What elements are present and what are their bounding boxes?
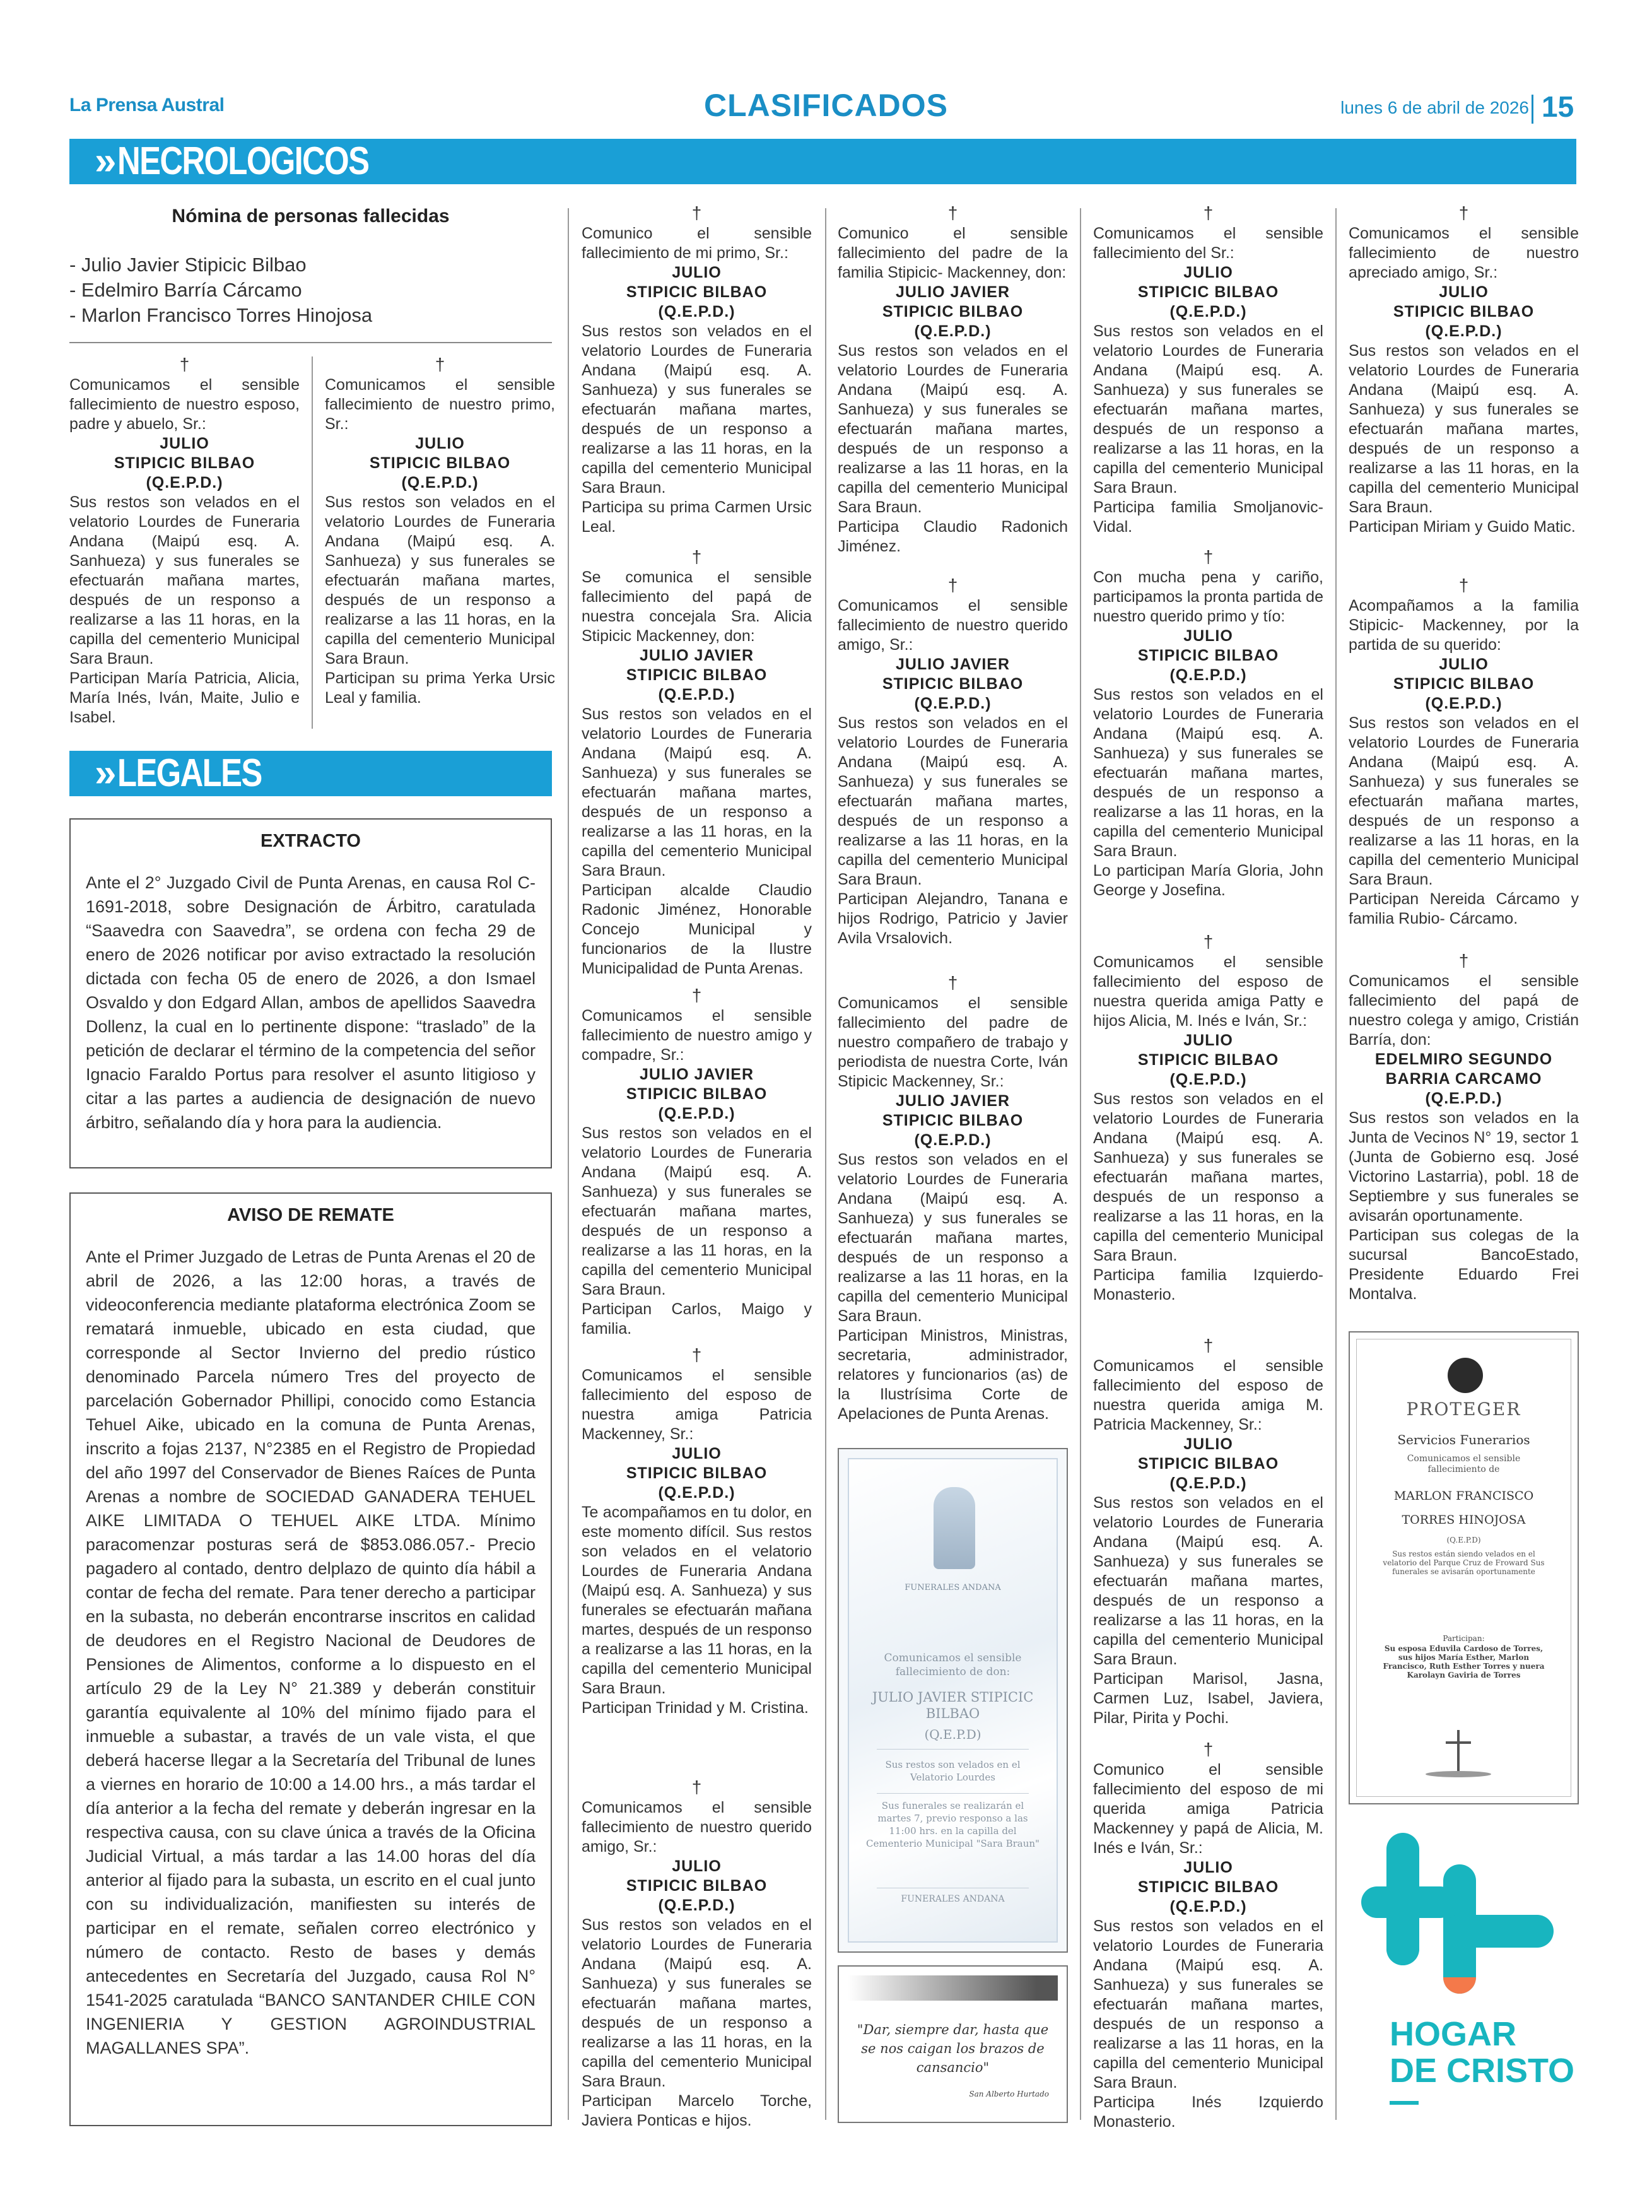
cross-icon: †: [691, 1777, 702, 1797]
column-divider: [825, 208, 826, 2120]
deceased-name: JULIO JAVIER: [639, 647, 754, 664]
deceased-name: (Q.E.P.D.): [658, 1484, 735, 1502]
column-divider: [1335, 208, 1337, 2120]
deceased-name: STIPICIC BILBAO: [882, 675, 1024, 693]
notice-body: Sus restos son velados en el velatorio Lourdes de Funeraria Andana (Maipú esq. A. Sanhueza) y sus funerales se efectuarán mañana martes, después de un responso a realizarse a las 11 horas, en la capilla del cementerio Municipal Sara Braun.: [1349, 714, 1579, 888]
proteger-qepd: (Q.E.P.D): [1446, 1536, 1481, 1544]
extracto-box: [69, 818, 552, 1168]
notice-closing: Participan Trinidad y M. Cristina.: [582, 1699, 809, 1717]
deceased-name: STIPICIC BILBAO: [626, 283, 768, 301]
dove-icon: [1448, 1358, 1483, 1393]
notice-closing: Participan María Patricia, Alicia, María Inés, Iván, Maite, Julio e Isabel.: [69, 669, 300, 726]
nomina-title: Nómina de personas fallecidas: [172, 206, 450, 226]
notice-intro: Comunico el sensible fallecimiento de mi primo, Sr.:: [582, 225, 812, 262]
notice-body: Sus restos son velados en el velatorio Lourdes de Funeraria Andana (Maipú esq. A. Sanhueza) y sus funerales se efectuarán mañana martes, después de un responso a realizarse a las 11 horas, en la capilla del cementerio Municipal Sara Braun.: [838, 1151, 1068, 1325]
notice-intro: Con mucha pena y cariño, participamos la pronta partida de nuestro querido primo y tío:: [1093, 568, 1323, 625]
cross-icon: †: [1203, 932, 1214, 951]
notice-body: Sus restos son velados en el velatorio Lourdes de Funeraria Andana (Maipú esq. A. Sanhueza) y sus funerales se efectuarán mañana martes, después de un responso a realizarse a las 11 horas, en la capilla del cementerio Municipal Sara Braun.: [1093, 1494, 1323, 1668]
deceased-name: STIPICIC BILBAO: [626, 1877, 768, 1895]
page-number: 15: [1542, 90, 1574, 123]
remate-title: AVISO DE REMATE: [227, 1205, 394, 1225]
notice-intro: Comunicamos el sensible fallecimiento del padre de nuestro compañero de trabajo y periodista de nuestra Corte, Iván Stipicic Mackenney, Sr.:: [838, 994, 1068, 1090]
proteger-body: Sus restos están siendo velados en el velatorio del Parque Cruz de Froward Sus funerales se avisarán oportunamente: [1383, 1550, 1545, 1576]
death-notice: [582, 1779, 812, 2131]
legales-banner: [69, 751, 552, 796]
notice-closing: Participan Marisol, Jasna, Carmen Luz, Isabel, Javiera, Pilar, Pirita y Pochi.: [1093, 1670, 1323, 1727]
andana-line1: Sus restos son velados en el Velatorio Lourdes: [885, 1759, 1021, 1783]
proteger-funeral-card: [1349, 1331, 1579, 1804]
notice-intro: Comunicamos el sensible fallecimiento del esposo de nuestra querida amiga Patty e hijos Alicia, M. Inés e Iván, Sr.:: [1093, 953, 1323, 1030]
divider: [877, 1749, 1029, 1750]
cross-icon: †: [1203, 1739, 1214, 1759]
cross-icon: †: [691, 203, 702, 223]
andana-name: JULIO JAVIER STIPICIC BILBAO: [872, 1690, 1034, 1721]
deceased-name: (Q.E.P.D.): [1425, 322, 1503, 340]
notice-closing: Participan Ministros, Ministras, secretaria, administrador, relatores y funcionarios (as) de la Ilustrísima Corte de Apelaciones de Punta Arenas.: [838, 1327, 1068, 1423]
hogar-de-cristo-ad: [1349, 1827, 1579, 2123]
proteger-name-2: TORRES HINOJOSA: [1402, 1513, 1526, 1527]
cross-icon: †: [947, 575, 958, 595]
andana-footer: FUNERALES ANDANA: [901, 1894, 1005, 1904]
divider: [69, 342, 552, 343]
death-notice: [1093, 1741, 1323, 2132]
deceased-name: JULIO: [672, 1445, 722, 1462]
chevron-icon: »: [95, 751, 109, 795]
hogar-line-1: HOGAR: [1390, 2015, 1516, 2053]
extracto-body: Ante el 2° Juzgado Civil de Punta Arenas, en causa Rol C-1691-2018, sobre Designación de Árbitro, caratulada “Saavedra con Saavedra”, se ordena con fecha 29 de enero de 2026 notificar por aviso extractado la resolución dictada con fecha 05 de enero de 2026, a don Ismael Osvaldo y don Edgard Allan, ambos de apellidos Saavedra Dollenz, la cual en lo pertinente dispone: “traslado” de la petición de declarar el término de la competencia del señor Ignacio Faraldo Portus para resolver el asunto litigioso y citar a las partes a audiencia de designación de nuevo árbitro, señalando día y hora para la audiencia.: [86, 873, 536, 1132]
notice-closing: Participa familia Izquierdo-Monasterio.: [1093, 1266, 1323, 1303]
deceased-name: JULIO: [1183, 627, 1233, 645]
deceased-name: (Q.E.P.D.): [914, 322, 992, 340]
notice-intro: Comunico el sensible fallecimiento del esposo de mi querida amiga Patricia Mackenney y papá de Alicia, M. Inés e Iván, Sr.:: [1093, 1761, 1323, 1857]
deceased-name: JULIO: [415, 435, 465, 452]
deceased-name: EDELMIRO SEGUNDO: [1374, 1050, 1553, 1068]
notice-closing: Participan su prima Yerka Ursic Leal y familia.: [325, 669, 555, 707]
deceased-name: STIPICIC BILBAO: [1137, 1051, 1279, 1069]
notice-intro: Acompañamos a la familia Stipicic- Mackenney, por la partida de su querido:: [1349, 597, 1579, 654]
cross-icon: †: [1458, 203, 1469, 223]
chevron-icon: »: [95, 139, 109, 183]
list-item: - Edelmiro Barría Cárcamo: [69, 279, 302, 301]
brush-stroke: [848, 1975, 1058, 2001]
issue-date: lunes 6 de abril de 2026: [1340, 98, 1529, 117]
cross-icon: †: [691, 1345, 702, 1365]
section-title: CLASIFICADOS: [704, 88, 948, 123]
deceased-name: STIPICIC BILBAO: [626, 666, 768, 684]
list-item: - Julio Javier Stipicic Bilbao: [69, 254, 307, 276]
proteger-participan: Su esposa Eduvila Cardoso de Torres, sus hijos María Esther, Marlon Francisco, Ruth Esther Torres y nuera Karolayn Gaviria de Torres: [1383, 1644, 1545, 1680]
deceased-name: JULIO JAVIER: [895, 283, 1011, 301]
death-notice: [838, 975, 1068, 1424]
deceased-name: STIPICIC BILBAO: [626, 1085, 768, 1103]
deceased-name: JULIO: [1439, 656, 1489, 673]
cross-icon: [1457, 1730, 1460, 1774]
notice-closing: Participan Miriam y Guido Matic.: [1349, 518, 1576, 536]
deceased-name: JULIO JAVIER: [895, 656, 1011, 673]
proteger-intro: Comunicamos el sensible fallecimiento de: [1407, 1454, 1521, 1474]
deceased-name: JULIO: [1183, 1032, 1233, 1049]
notice-intro: Comunicamos el sensible fallecimiento de nuestro esposo, padre y abuelo, Sr.:: [69, 376, 300, 433]
death-notice: [1093, 934, 1323, 1305]
proteger-subtitle: Servicios Funerarios: [1397, 1432, 1530, 1447]
notice-body: Sus restos son velados en el velatorio Lourdes de Funeraria Andana (Maipú esq. A. Sanhueza) y sus funerales se efectuarán mañana martes, después de un responso a realizarse a las 11 horas, en la capilla del cementerio Municipal Sara Braun.: [838, 714, 1068, 888]
quote-text: "Dar, siempre dar, hasta que se nos caigan los brazos de cansancio": [857, 2022, 1049, 2075]
deceased-name: (Q.E.P.D.): [1169, 1071, 1247, 1088]
notice-closing: Participan Nereida Cárcamo y familia Rubio- Cárcamo.: [1349, 890, 1579, 927]
deceased-name: STIPICIC BILBAO: [1137, 1455, 1279, 1473]
column-divider: [312, 356, 313, 729]
hogar-de-cristo-logo-icon: [1349, 1827, 1579, 2016]
extracto-title: EXTRACTO: [261, 831, 361, 851]
death-notice: [1349, 953, 1579, 1304]
death-notice: [582, 987, 812, 1339]
death-notice: [838, 577, 1068, 948]
deceased-name: STIPICIC BILBAO: [1393, 303, 1535, 321]
notice-body: Sus restos son velados en el velatorio Lourdes de Funeraria Andana (Maipú esq. A. Sanhueza) y sus funerales se efectuarán mañana martes, después de un responso a realizarse a las 11 horas, en la capilla del cementerio Municipal Sara Braun.: [582, 322, 812, 497]
header-divider: [1532, 95, 1533, 124]
notice-closing: Participa Claudio Radonich Jiménez.: [838, 518, 1068, 555]
deceased-name: JULIO: [1183, 264, 1233, 281]
notice-body: Sus restos son velados en el velatorio Lourdes de Funeraria Andana (Maipú esq. A. Sanhueza) y sus funerales se efectuarán mañana martes, después de un responso a realizarse a las 11 horas, en la capilla del cementerio Municipal Sara Braun.: [838, 342, 1068, 516]
necrologicos-title: NECROLOGICOS: [117, 139, 369, 183]
notice-body: Sus restos son velados en el velatorio Lourdes de Funeraria Andana (Maipú esq. A. Sanhueza) y sus funerales se efectuarán mañana martes, después de un responso a realizarse a las 11 horas, en la capilla del cementerio Municipal Sara Braun.: [325, 493, 555, 668]
notice-body: Sus restos son velados en el velatorio Lourdes de Funeraria Andana (Maipú esq. A. Sanhueza) y sus funerales se efectuarán mañana martes, después de un responso a realizarse a las 11 horas, en la capilla del cementerio Municipal Sara Braun.: [1093, 1917, 1323, 2091]
notice-closing: Participa su prima Carmen Ursic Leal.: [582, 498, 812, 536]
nomina-list: [69, 252, 552, 328]
andana-intro: Comunicamos el sensible fallecimiento de don:: [884, 1652, 1022, 1678]
proteger-name-1: MARLON FRANCISCO: [1393, 1489, 1534, 1503]
deceased-name: (Q.E.P.D.): [1169, 1898, 1247, 1915]
notice-closing: Participa familia Smoljanovic- Vidal.: [1093, 498, 1323, 536]
cross-icon: †: [691, 985, 702, 1005]
quote-card: [838, 1965, 1068, 2123]
deceased-name: (Q.E.P.D.): [658, 303, 735, 321]
leaves-icon: [1426, 1771, 1491, 1777]
quote-author: San Alberto Hurtado: [969, 2090, 1049, 2098]
deceased-name: STIPICIC BILBAO: [626, 1464, 768, 1482]
notice-closing: Participan Carlos, Maigo y familia.: [582, 1300, 812, 1338]
notice-body: Sus restos son velados en el velatorio Lourdes de Funeraria Andana (Maipú esq. A. Sanhueza) y sus funerales se efectuarán mañana martes, después de un responso a realizarse a las 11 horas, en la capilla del cementerio Municipal Sara Braun.: [1093, 1090, 1323, 1264]
cross-icon: †: [947, 203, 958, 223]
deceased-name: (Q.E.P.D.): [914, 1131, 992, 1149]
notice-intro: Comunicamos el sensible fallecimiento de nuestro querido amigo, Sr.:: [582, 1799, 812, 1856]
death-notice: [1349, 577, 1579, 929]
column-divider: [1080, 208, 1081, 2120]
deceased-name: STIPICIC BILBAO: [1137, 283, 1279, 301]
cross-icon: †: [691, 547, 702, 567]
deceased-name: (Q.E.P.D.): [1169, 1474, 1247, 1492]
cross-icon: †: [1203, 547, 1214, 567]
notice-body: Sus restos son velados en el velatorio Lourdes de Funeraria Andana (Maipú esq. A. Sanhueza) y sus funerales se efectuarán mañana martes, después de un responso a realizarse a las 11 horas, en la capilla del cementerio Municipal Sara Braun.: [582, 1916, 812, 2090]
deceased-name: (Q.E.P.D.): [1169, 666, 1247, 684]
andana-line2: Sus funerales se realizarán el martes 7, previo responso a las 11:00 hrs. en la capilla del Cementerio Municipal "Sara Braun": [866, 1800, 1040, 1849]
deceased-name: JULIO: [1439, 283, 1489, 301]
hogar-underline: [1390, 2101, 1419, 2105]
deceased-name: STIPICIC BILBAO: [1137, 647, 1279, 664]
notice-closing: Participa Inés Izquierdo Monasterio.: [1093, 2093, 1323, 2131]
deceased-name: (Q.E.P.D.): [1169, 303, 1247, 321]
cross-icon-bar: [1446, 1741, 1471, 1744]
deceased-name: (Q.E.P.D.): [658, 1105, 735, 1122]
notice-body: Sus restos son velados en el velatorio Lourdes de Funeraria Andana (Maipú esq. A. Sanhueza) y sus funerales se efectuarán mañana martes, después de un responso a realizarse a las 11 horas, en la capilla del cementerio Municipal Sara Braun.: [69, 493, 300, 668]
deceased-name: STIPICIC BILBAO: [1137, 1878, 1279, 1896]
cross-icon: †: [947, 973, 958, 992]
notice-body: Sus restos son velados en el velatorio Lourdes de Funeraria Andana (Maipú esq. A. Sanhueza) y sus funerales se efectuarán mañana martes, después de un responso a realizarse a las 11 horas, en la capilla del cementerio Municipal Sara Braun.: [582, 1124, 812, 1298]
death-notice: [325, 356, 555, 708]
deceased-name: (Q.E.P.D.): [401, 474, 479, 491]
deceased-name: JULIO: [672, 1857, 722, 1875]
deceased-name: JULIO JAVIER: [895, 1092, 1011, 1110]
death-notice: [582, 1347, 812, 1718]
deceased-name: STIPICIC BILBAO: [114, 454, 255, 472]
remate-box: [69, 1192, 552, 2126]
hogar-line-2: DE CRISTO: [1390, 2052, 1575, 2090]
list-item: - Marlon Francisco Torres Hinojosa: [69, 304, 373, 326]
cross-icon: †: [1458, 951, 1469, 970]
deceased-name: (Q.E.P.D.): [658, 686, 735, 703]
proteger-brand: PROTEGER: [1406, 1399, 1521, 1420]
deceased-name: (Q.E.P.D.): [1425, 695, 1503, 712]
notice-intro: Comunicamos el sensible fallecimiento del Sr.:: [1093, 225, 1323, 262]
andana-logo: FUNERALES ANDANA: [905, 1583, 1001, 1592]
notice-body: Sus restos son velados en el velatorio Lourdes de Funeraria Andana (Maipú esq. A. Sanhueza) y sus funerales se efectuarán mañana martes, después de un responso a realizarse a las 11 horas, en la capilla del cementerio Municipal Sara Braun.: [1093, 686, 1323, 860]
notice-body: Sus restos son velados en el velatorio Lourdes de Funeraria Andana (Maipú esq. A. Sanhueza) y sus funerales se efectuarán mañana martes, después de un responso a realizarse a las 11 horas, en la capilla del cementerio Municipal Sara Braun.: [1093, 322, 1323, 497]
notice-intro: Comunicamos el sensible fallecimiento de nuestro apreciado amigo, Sr.:: [1349, 225, 1579, 281]
notice-body: Te acompañamos en tu dolor, en este momento difícil. Sus restos son velados en el velatorio Lourdes de Funeraria Andana (Maipú esq. A. Sanhueza) y sus funerales se efectuarán mañana martes, después de un responso a realizarse a las 11 horas, en la capilla del cementerio Municipal Sara Braun.: [582, 1503, 812, 1697]
deceased-name: STIPICIC BILBAO: [1393, 675, 1535, 693]
notice-closing: Participan alcalde Claudio Radonic Jiménez, Honorable Concejo Municipal y funcionarios de la Ilustre Municipalidad de Punta Arenas.: [582, 881, 812, 977]
notice-body: Sus restos son velados en el velatorio Lourdes de Funeraria Andana (Maipú esq. A. Sanhueza) y sus funerales se efectuarán mañana martes, después de un responso a realizarse a las 11 horas, en la capilla del cementerio Municipal Sara Braun.: [582, 705, 812, 880]
notice-body: Sus restos son velados en la Junta de Vecinos N° 19, sector 1 (Junta de Gobierno esq. José Victorino Lastarria), pobl. 18 de Septiembre y sus funerales se avisarán oportunamente.: [1349, 1109, 1579, 1225]
notice-intro: Comunicamos el sensible fallecimiento del esposo de nuestra amiga Patricia Mackenney, Sr.:: [582, 1367, 812, 1443]
proteger-participan-label: Participan:: [1443, 1634, 1485, 1643]
cross-icon: †: [435, 355, 445, 374]
death-notice: [582, 549, 812, 979]
andana-qepd: (Q.E.P.D): [924, 1727, 981, 1742]
death-notice: [1093, 205, 1323, 537]
death-notice: [1349, 205, 1579, 537]
deceased-name: STIPICIC BILBAO: [369, 454, 511, 472]
deceased-name: (Q.E.P.D.): [146, 474, 223, 491]
deceased-name: (Q.E.P.D.): [914, 695, 992, 712]
publication-name: La Prensa Austral: [69, 95, 225, 115]
notice-body: Sus restos son velados en el velatorio Lourdes de Funeraria Andana (Maipú esq. A. Sanhueza) y sus funerales se efectuarán mañana martes, después de un responso a realizarse a las 11 horas, en la capilla del cementerio Municipal Sara Braun.: [1349, 342, 1579, 516]
cross-icon: †: [179, 355, 190, 374]
death-notice: [1093, 1338, 1323, 1728]
deceased-name: (Q.E.P.D.): [1425, 1090, 1503, 1107]
deceased-name: BARRIA CARCAMO: [1385, 1070, 1542, 1088]
notice-intro: Comunicamos el sensible fallecimiento del esposo de nuestra querida amiga M. Patricia Mackenney, Sr.:: [1093, 1357, 1323, 1433]
divider: [877, 1793, 1029, 1794]
deceased-name: STIPICIC BILBAO: [882, 1112, 1024, 1129]
notice-intro: Comunicamos el sensible fallecimiento del papá de nuestro colega y amigo, Cristián Barría, don:: [1349, 972, 1579, 1049]
deceased-name: JULIO JAVIER: [639, 1066, 754, 1083]
death-notice: [69, 356, 300, 727]
cross-icon: †: [1203, 1336, 1214, 1355]
notice-intro: Se comunica el sensible fallecimiento del papá de nuestra concejala Sra. Alicia Stipicic Mackenney, don:: [582, 568, 812, 645]
legales-title: LEGALES: [117, 751, 262, 795]
deceased-name: (Q.E.P.D.): [658, 1897, 735, 1914]
andana-funeral-card: [838, 1448, 1068, 1953]
notice-closing: Lo participan María Gloria, John George y Josefina.: [1093, 862, 1323, 899]
deceased-name: JULIO: [672, 264, 722, 281]
deceased-name: JULIO: [160, 435, 209, 452]
death-notice: [582, 205, 812, 537]
notice-closing: Participan sus colegas de la sucursal BancoEstado, Presidente Eduardo Frei Montalva.: [1349, 1227, 1579, 1303]
deceased-name: JULIO: [1183, 1859, 1233, 1876]
virgin-figure-icon: [934, 1487, 975, 1569]
notice-closing: Participan Alejandro, Tanana e hijos Rodrigo, Patricio y Javier Avila Vrsalovich.: [838, 890, 1068, 947]
deceased-name: STIPICIC BILBAO: [882, 303, 1024, 321]
cross-icon: †: [1203, 203, 1214, 223]
necrologicos-banner: [69, 139, 1576, 184]
notice-intro: Comunicamos el sensible fallecimiento de nuestro amigo y compadre, Sr.:: [582, 1007, 812, 1064]
death-notice: [838, 205, 1068, 556]
cross-icon: †: [1458, 575, 1469, 595]
notice-closing: Participan Marcelo Torche, Javiera Ponticas e hijos.: [582, 2092, 812, 2129]
notice-intro: Comunicamos el sensible fallecimiento de nuestro querido amigo, Sr.:: [838, 597, 1068, 654]
deceased-name: JULIO: [1183, 1435, 1233, 1453]
death-notice: [1093, 549, 1323, 900]
remate-body: Ante el Primer Juzgado de Letras de Punta Arenas el 20 de abril de 2026, a las 12:00 horas, a través de videoconferencia mediante plataforma electrónica Zoom se rematará inmueble, ubicado en esta ciudad, que corresponde al Sector Invierno del predio rústico denominado Parcela número Tres del proyecto de parcelación Gobernador Phillipi, conocido como Estancia Tehuel Aike, ubicado en la comuna de Punta Arenas, inscrito a fojas 2137, N°2385 en el Registro de Propiedad del año 1997 del Conservador de Bienes Raíces de Punta Arenas a nombre de SOCIEDAD GANADERA TEHUEL AIKE LIMITADA O TEHUEL AIKE LTDA. Mínimo paracomenzar posturas será de $853.086.057.- Precio pagadero al contado, dentro delplazo de quinto día hábil a contar de fecha del remate. Para tener derecho a participar en la subasta, no deberán encontrarse inscritos en calidad de deudores en el Registro Nacional de Deudores de Pensiones de Alimentos, conforme a lo dispuesto en el artículo 29 de la Ley N° 21.389 y deberán constituir garantía equivalente al 10% del mínimo fijado para el inmueble a subastar, a través de un vale vista, el que deberá hacerse llegar a la Secretaría del Tribunal de lunes a viernes en horario de 10:00 a 14.00 hrs., a más tardar el día anterior a la fecha del remate y deberán ingresar en la respectiva causa, con su clave única a través de la Oficina Judicial Virtual, a más tardar a las 14.00 horas del día anterior al fijado para la subasta, un escrito en el cual junto con su individualización, manifiesten su interés de participar en el remate, señalen correo electrónico y número de contacto. Resto de bases y demás antecedentes en Secretaría del Juzgado, causa Rol N° 1541-2025 caratulada “BANCO SANTANDER CHILE CON INGENIERIA Y GESTION AGROINDUSTRIAL MAGALLANES SPA”.: [86, 1247, 536, 2057]
notice-intro: Comunicamos el sensible fallecimiento de nuestro primo, Sr.:: [325, 376, 555, 433]
column-divider: [568, 208, 569, 2120]
notice-intro: Comunico el sensible fallecimiento del padre de la familia Stipicic- Mackenney, don:: [838, 225, 1068, 281]
